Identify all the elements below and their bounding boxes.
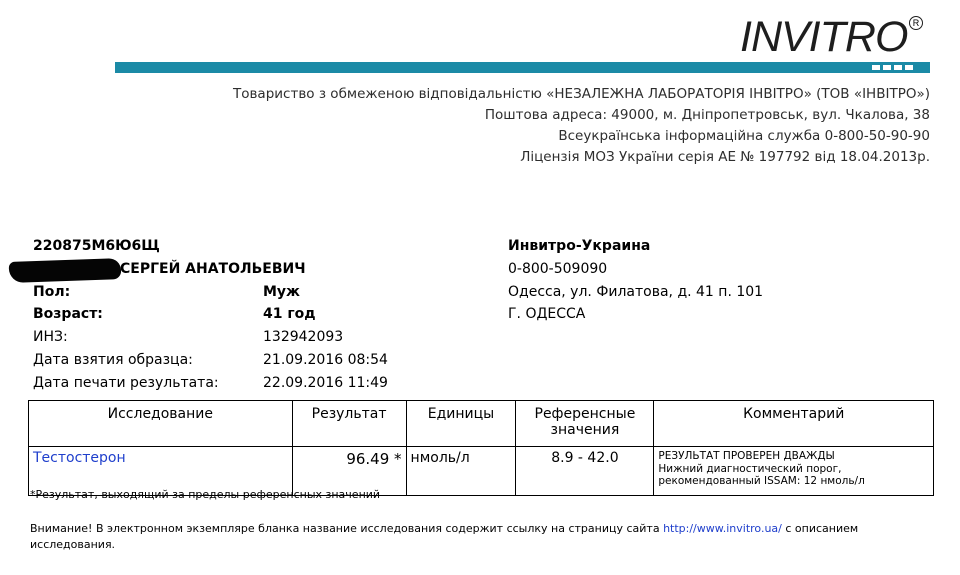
logo-squares — [872, 65, 913, 70]
comment-line: рекомендованный ISSAM: 12 нмоль/л — [658, 475, 865, 487]
lab-city: Г. ОДЕССА — [508, 306, 586, 323]
header-result: Результат — [292, 401, 406, 447]
footnote: *Результат, выходящий за пределы референсных значений — [30, 488, 381, 501]
company-address: Поштова адреса: 49000, м. Дніпропетровськ, вул. Чкалова, 38 — [484, 107, 930, 123]
header-units: Единицы — [406, 401, 516, 447]
company-name: Товариство з обмеженою відповідальністю «НЕЗАЛЕЖНА ЛАБОРАТОРІЯ ІНВІТРО» (ТОВ «ІНВІТРО») — [232, 86, 930, 102]
company-license: Ліцензія МОЗ України серія АЕ № 197792 від 18.04.2013р. — [520, 149, 930, 165]
inz-value: 132942093 — [263, 329, 344, 346]
age-value: 41 год — [263, 306, 316, 323]
table-header-row — [29, 401, 934, 447]
lab-address: Одесса, ул. Филатова, д. 41 п. 101 — [508, 283, 764, 300]
redaction-mark — [9, 258, 122, 283]
print-date-value: 22.09.2016 11:49 — [263, 374, 388, 391]
invitro-logo: INVITRO — [740, 13, 908, 61]
header-comment: Комментарий — [654, 401, 934, 447]
result-flag: * — [394, 450, 402, 468]
comment-line: РЕЗУЛЬТАТ ПРОВЕРЕН ДВАЖДЫ — [658, 450, 835, 462]
lab-name: Инвитро-Украина — [508, 238, 651, 254]
sample-date-value: 21.09.2016 08:54 — [263, 351, 388, 368]
lab-info — [508, 235, 763, 326]
comment-line: Нижний диагностический порог, — [658, 462, 842, 475]
warning-text: Внимание! В электронном экземпляре бланка название исследования содержит ссылку на страницу сайта http://www.invitro.ua/ с описанием исследования. — [30, 522, 859, 551]
header-ref: Референсные значения — [516, 401, 654, 447]
company-info — [233, 84, 930, 168]
company-hotline: Всеукраїнська інформаційна служба 0-800-50-90-90 — [558, 128, 930, 144]
sex-value: Муж — [263, 283, 300, 300]
invitro-site-link[interactable]: http://www.invitro.ua/ — [663, 522, 782, 535]
logo-bar — [115, 62, 930, 73]
result-value: 96.49 — [346, 450, 390, 468]
units-cell: нмоль/л — [406, 447, 516, 496]
results-table — [28, 400, 934, 496]
test-name-link[interactable]: Тестостерон — [29, 447, 293, 496]
registered-mark: R — [909, 16, 923, 30]
ref-cell: 8.9 - 42.0 — [516, 447, 654, 496]
lab-phone: 0-800-509090 — [508, 260, 608, 277]
header-test: Исследование — [29, 401, 293, 447]
patient-name: СЕРГЕЙ АНАТОЛЬЕВИЧ — [120, 260, 306, 277]
comment-cell — [654, 447, 934, 496]
